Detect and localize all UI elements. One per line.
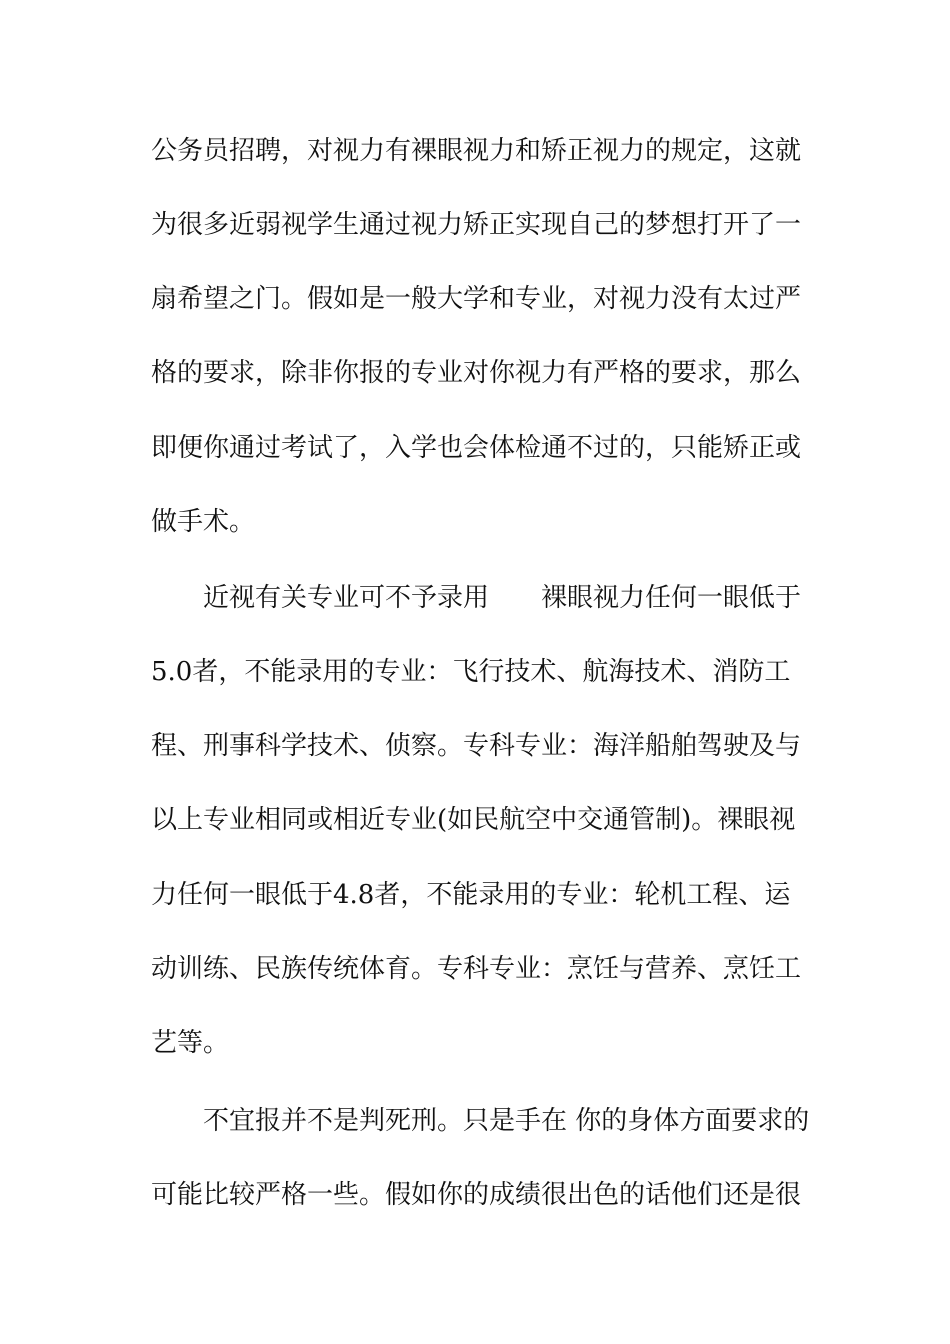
- text-line: 5.0者，不能录用的专业：飞行技术、航海技术、消防工: [151, 657, 791, 687]
- text-line: [203, 578, 863, 618]
- text-line: 格的要求，除非你报的专业对你视力有严格的要求，那么: [151, 358, 802, 388]
- text-line: 程、刑事科学技术、侦察。专科专业：海洋船舶驾驶及与: [151, 731, 802, 761]
- text-line: 扇希望之门。假如是一般大学和专业，对视力没有太过严: [151, 284, 802, 314]
- text-line: 不宜报并不是判死刑。只是手在 你的身体方面要求的: [203, 1106, 810, 1136]
- section-heading: 近视有关专业可不予录用: [203, 583, 490, 613]
- text-line: 即便你通过考试了，入学也会体检通不过的，只能矫正或: [151, 433, 802, 463]
- text-line: 以上专业相同或相近专业(如民航空中交通管制)。裸眼视: [151, 805, 796, 835]
- text-run: 裸眼视力任何一眼低于: [541, 583, 802, 613]
- text-line: 可能比较严格一些。假如你的成绩很出色的话他们还是很: [151, 1180, 802, 1210]
- text-line: 为很多近弱视学生通过视力矫正实现自己的梦想打开了一: [151, 210, 802, 240]
- text-line: 动训练、民族传统体育。专科专业：烹饪与营养、烹饪工: [151, 954, 802, 984]
- text-line: 艺等。: [151, 1028, 230, 1058]
- text-line: 做手术。: [151, 507, 256, 537]
- text-line: 公务员招聘，对视力有裸眼视力和矫正视力的规定，这就: [151, 136, 802, 166]
- text-line: 力任何一眼低于4.8者，不能录用的专业：轮机工程、运: [151, 880, 791, 910]
